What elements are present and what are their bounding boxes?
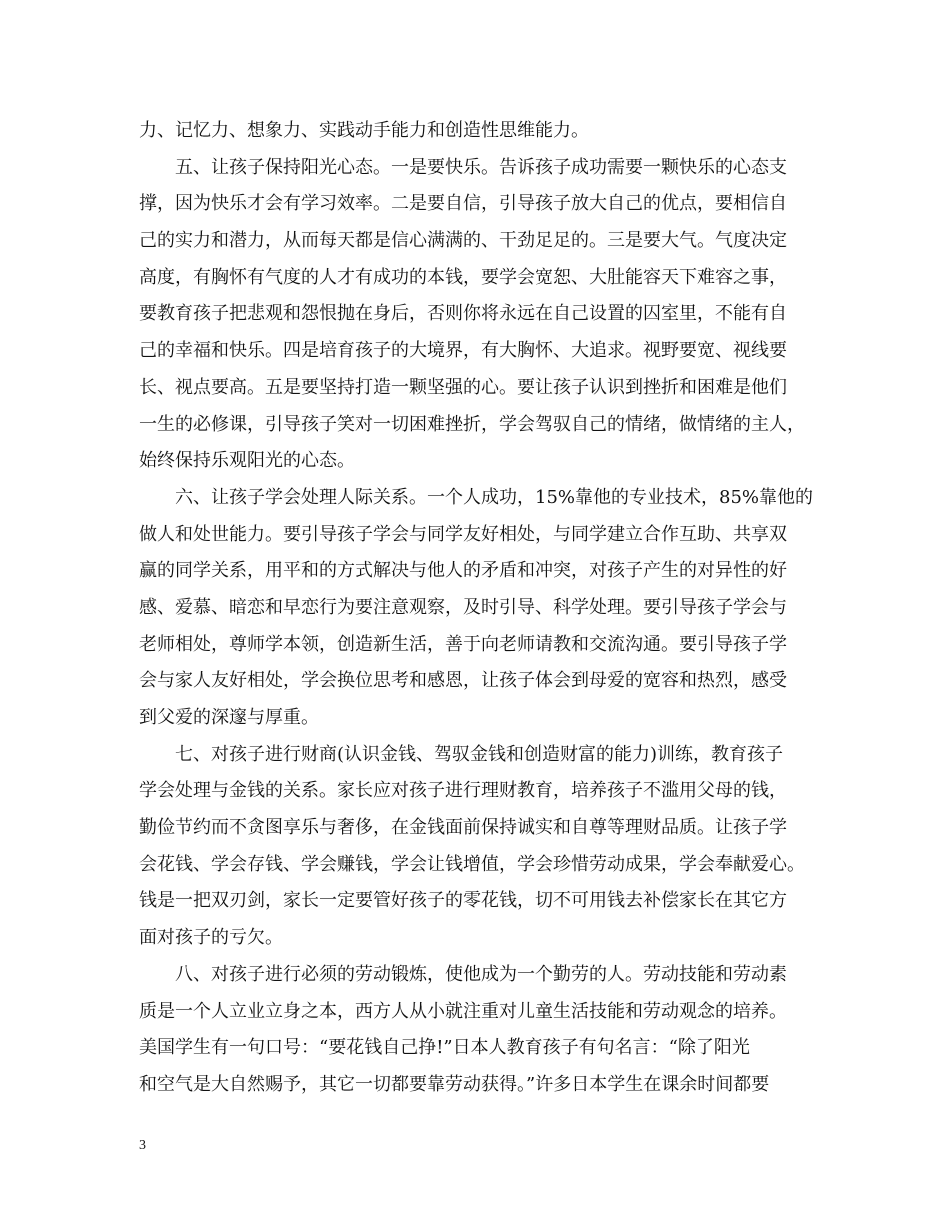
text-line: 勤俭节约而不贪图享乐与奢侈，在金钱面前保持诚实和自尊等理财品质。让孩子学 [139, 817, 787, 839]
text-line: 质是一个人立业立身之本，西方人从小就注重对儿童生活技能和劳动观念的培养。 [139, 1000, 787, 1022]
text-line: 美国学生有一句口号：“要花钱自己挣!”日本人教育孩子有句名言：“除了阳光 [139, 1037, 750, 1059]
text-line: 面对孩子的亏欠。 [139, 927, 283, 949]
body-text [139, 113, 827, 1104]
text-line: 老师相处，尊师学本领，创造新生活，善于向老师请教和交流沟通。要引导孩子学 [139, 633, 787, 655]
text-line: 要教育孩子把悲观和怨恨抛在身后，否则你将永远在自己设置的囚室里，不能有自 [139, 303, 787, 325]
paragraph-eight-start: 八、对孩子进行必须的劳动锻炼，使他成为一个勤劳的人。劳动技能和劳动素 [175, 963, 787, 985]
text-line: 始终保持乐观阳光的心态。 [139, 450, 355, 472]
text-line: 高度，有胸怀有气度的人才有成功的本钱，要学会宽恕、大肚能容天下难容之事， [139, 266, 787, 288]
text-line: 感、爱慕、暗恋和早恋行为要注意观察，及时引导、科学处理。要引导孩子学会与 [139, 596, 787, 618]
text-line: 会花钱、学会存钱、学会赚钱，学会让钱增值，学会珍惜劳动成果，学会奉献爱心。 [139, 853, 805, 875]
text-line: 力、记忆力、想象力、实践动手能力和创造性思维能力。 [139, 120, 589, 141]
paragraph-six-start: 六、让孩子学会处理人际关系。一个人成功，15%靠他的专业技术，85%靠他的 [175, 486, 814, 508]
paragraph-five-start: 五、让孩子保持阳光心态。一是要快乐。告诉孩子成功需要一颗快乐的心态支 [175, 156, 787, 178]
text-line: 撑，因为快乐才会有学习效率。二是要自信，引导孩子放大自己的优点，要相信自 [139, 193, 787, 215]
page-number: 3 [139, 1138, 146, 1153]
text-line: 赢的同学关系，用平和的方式解决与他人的矛盾和冲突，对孩子产生的对异性的好 [139, 560, 787, 582]
paragraph-seven-start: 七、对孩子进行财商(认识金钱、驾驭金钱和创造财富的能力)训练，教育孩子 [175, 743, 784, 765]
text-line: 长、视点要高。五是要坚持打造一颗坚强的心。要让孩子认识到挫折和困难是他们 [139, 376, 787, 398]
text-line: 和空气是大自然赐予，其它一切都要靠劳动获得。”许多日本学生在课余时间都要 [139, 1073, 770, 1095]
text-line: 己的幸福和快乐。四是培育孩子的大境界，有大胸怀、大追求。视野要宽、视线要 [139, 340, 787, 362]
text-line: 钱是一把双刃剑，家长一定要管好孩子的零花钱，切不可用钱去补偿家长在其它方 [139, 890, 787, 912]
text-line: 做人和处世能力。要引导孩子学会与同学友好相处，与同学建立合作互助、共享双 [139, 523, 787, 545]
text-line: 学会处理与金钱的关系。家长应对孩子进行理财教育，培养孩子不滥用父母的钱， [139, 780, 787, 802]
text-line: 到父爱的深邃与厚重。 [139, 707, 319, 728]
text-line: 一生的必修课，引导孩子笑对一切困难挫折，学会驾驭自己的情绪，做情绪的主人， [139, 413, 805, 435]
text-line: 会与家人友好相处，学会换位思考和感恩，让孩子体会到母爱的宽容和热烈，感受 [139, 670, 787, 692]
text-line: 己的实力和潜力，从而每天都是信心满满的、干劲足足的。三是要大气。气度决定 [139, 230, 787, 252]
